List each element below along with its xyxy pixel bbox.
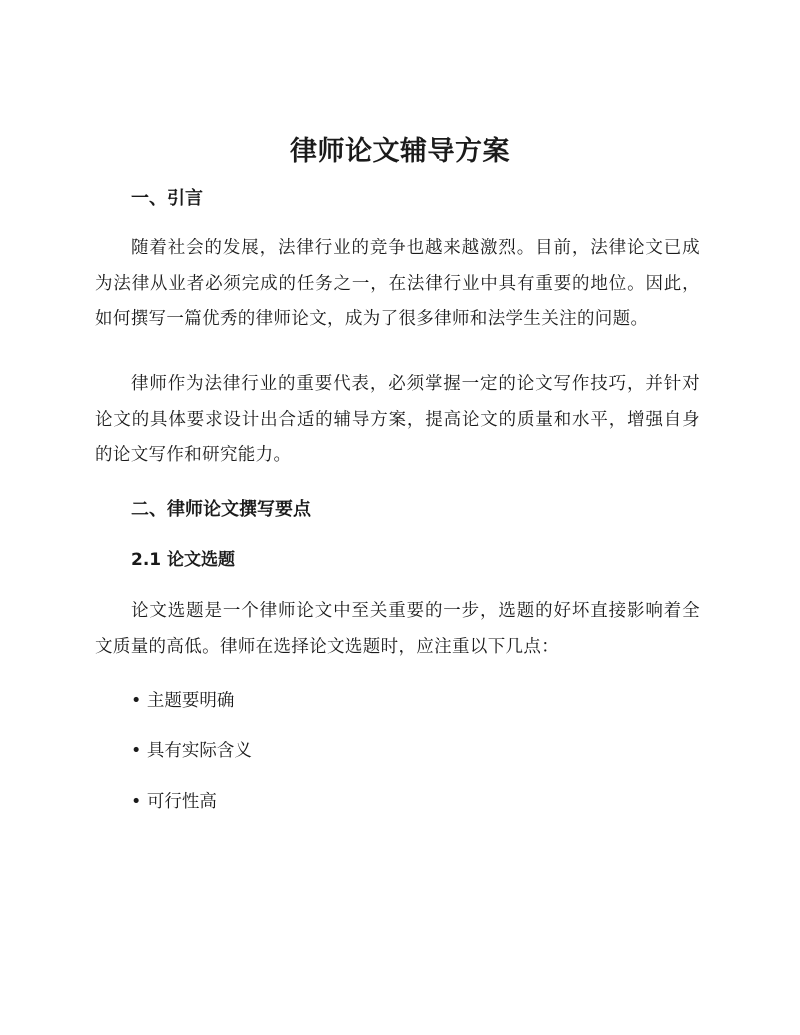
- intro-paragraph-2: 律师作为法律行业的重要代表，必须掌握一定的论文写作技巧，并针对论文的具体要求设计出合适的辅导方案，提高论文的质量和水平，增强自身的论文写作和研究能力。: [95, 374, 700, 465]
- intro-paragraph-1: 随着社会的发展，法律行业的竞争也越来越激烈。目前，法律论文已成为法律从业者必须完成的任务之一，在法律行业中具有重要的地位。因此，如何撰写一篇优秀的律师论文，成为了很多律师和法学生关注的问题。: [95, 238, 700, 329]
- bullet-item: • 具有实际含义: [131, 741, 252, 761]
- section-heading-introduction: 一、引言: [131, 188, 203, 209]
- section-heading-writing-points: 二、律师论文撰写要点: [131, 499, 311, 520]
- topic-selection-paragraph: 论文选题是一个律师论文中至关重要的一步，选题的好坏直接影响着全文质量的高低。律师在选择论文选题时，应注重以下几点：: [95, 601, 700, 657]
- subsection-heading-topic-selection: 2.1 论文选题: [131, 550, 236, 570]
- document-title: 律师论文辅导方案: [290, 136, 510, 167]
- bullet-item: • 主题要明确: [131, 691, 235, 711]
- bullet-item: • 可行性高: [131, 792, 217, 812]
